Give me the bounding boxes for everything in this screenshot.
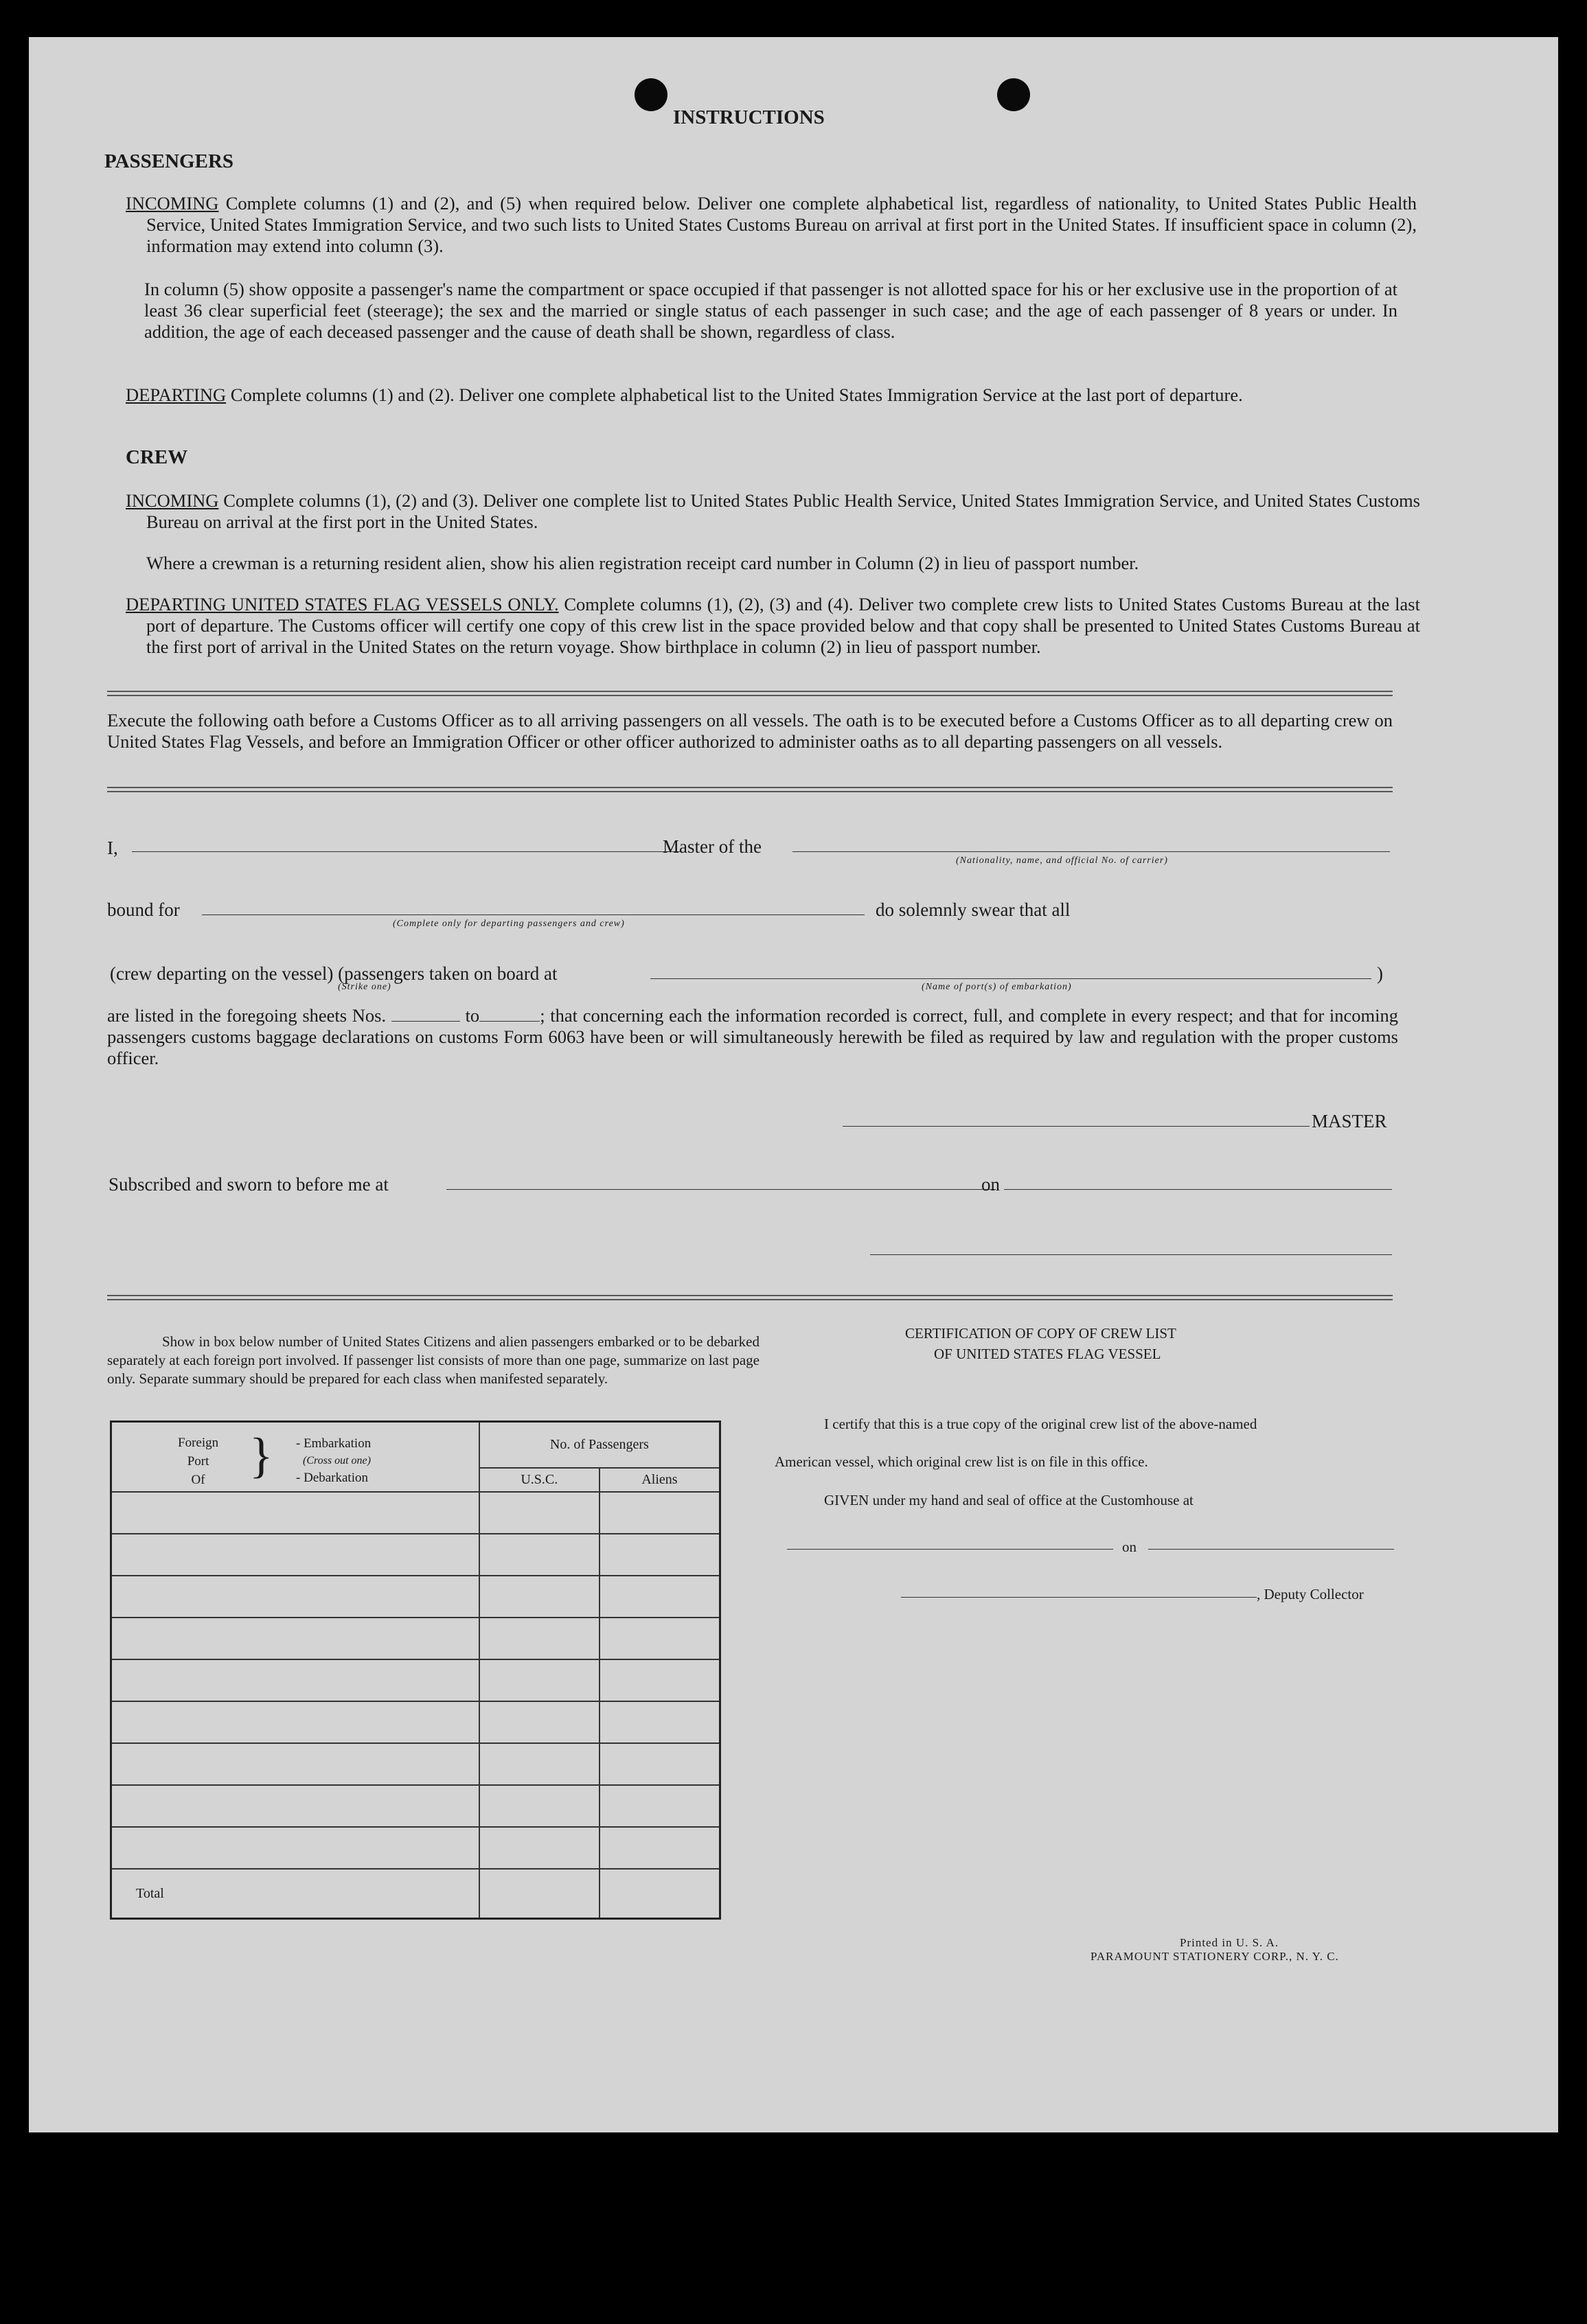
sheet-from-field[interactable] bbox=[391, 1009, 460, 1022]
table-row bbox=[111, 1827, 720, 1869]
crew-resident-paragraph: Where a crewman is a returning resident alien, show his alien registration receipt card number in Column (2) in lieu of passport number. bbox=[146, 553, 1139, 573]
punch-hole-icon bbox=[635, 78, 667, 111]
crew-passengers-text: (crew departing on the vessel) (passengers taken on board at bbox=[110, 963, 558, 984]
divider bbox=[107, 1295, 1393, 1300]
passengers-incoming-text: Complete columns (1) and (2), and (5) when required below. Deliver one complete alphabetical list, regardless of nationality, to United States Public Health Service, United States Immigration Service, and two such lists to United States Customs Bureau on arrival at first port in the United States. If insufficient space in column (2), information may extend into column (3). bbox=[146, 193, 1417, 256]
punch-hole-icon bbox=[997, 78, 1030, 111]
subscribed-label: Subscribed and sworn to before me at bbox=[109, 1174, 389, 1195]
deputy-collector-label: , Deputy Collector bbox=[1257, 1586, 1364, 1602]
bound-for-line[interactable] bbox=[202, 914, 865, 915]
table-row bbox=[111, 1743, 720, 1785]
carrier-line[interactable] bbox=[792, 851, 1390, 852]
sworn-place-line[interactable] bbox=[446, 1189, 996, 1190]
column5-paragraph: In column (5) show opposite a passenger's name the compartment or space occupied if that passenger is not allotted space for his or her exclusive use in the proportion of at least 36 clear superficial feet (steerage); the sex and the married or single status of each passenger in such case; and the age of each passenger of 8 years or under. In addition, the age of each deceased passenger and the cause of death shall be shown, regardless of class. bbox=[144, 279, 1397, 342]
crew-departing-paragraph bbox=[126, 594, 1420, 658]
table-row bbox=[111, 1785, 720, 1827]
table-row bbox=[111, 1492, 720, 1534]
certification-line-1: I certify that this is a true copy of the original crew list of the above-named bbox=[824, 1416, 1257, 1432]
deputy-signature-line[interactable] bbox=[901, 1597, 1257, 1598]
oath-instructions: Execute the following oath before a Customs Officer as to all arriving passengers on all vessels. The oath is to be executed before a Customs Officer as to all departing crew on United States Flag Vessels, and before an Immigration Officer or other officer authorized to administer oaths as to all departing passengers on all vessels. bbox=[107, 710, 1393, 752]
certification-date-line[interactable] bbox=[1148, 1549, 1394, 1550]
passenger-summary-table bbox=[110, 1420, 721, 1920]
oath-body-text: ; that concerning each the information recorded is correct, full, and complete in every respect; and that for incoming passengers customs baggage declarations on customs Form 6063 have been or will simultaneously herewith be filed as required by law and regulation with the proper customs officer. bbox=[107, 1005, 1399, 1068]
to-label: to bbox=[465, 1005, 480, 1026]
total-aliens-cell[interactable] bbox=[600, 1869, 720, 1919]
table-row bbox=[111, 1576, 720, 1618]
divider bbox=[107, 787, 1393, 792]
usc-header: U.S.C. bbox=[479, 1468, 600, 1492]
carrier-caption: (Nationality, name, and official No. of carrier) bbox=[956, 855, 1168, 866]
oath-i-label: I, bbox=[107, 838, 118, 858]
ports-caption: (Name of port(s) of embarkation) bbox=[922, 982, 1072, 992]
oath-body bbox=[107, 1005, 1398, 1069]
sworn-on-label: on bbox=[981, 1174, 1000, 1195]
crew-departing-text: Complete columns (1), (2), (3) and (4). Deliver two complete crew lists to United States Customs Bureau at the last port of departure. The Customs officer will certify one copy of this crew list in the space provided below and that copy shall be presented to United States Customs Bureau at the first port of arrival in the United States on the return voyage. Show birthplace in column (2) in lieu of passport number. bbox=[146, 594, 1420, 657]
table-row bbox=[111, 1534, 720, 1576]
summary-note: Show in box below number of United States Citizens and alien passengers embarked or to be debarked separately at each foreign port involved. If passenger list consists of more than one page, summarize on last page only. Separate summary should be prepared for each class when manifested separately. bbox=[107, 1333, 760, 1387]
table-row bbox=[111, 1701, 720, 1743]
divider bbox=[107, 691, 1393, 696]
master-label: MASTER bbox=[1312, 1111, 1387, 1131]
sheet-to-field[interactable] bbox=[479, 1009, 540, 1022]
swear-text: do solemnly swear that all bbox=[876, 899, 1071, 920]
crew-incoming-paragraph bbox=[126, 490, 1420, 533]
certification-title-2: OF UNITED STATES FLAG VESSEL bbox=[934, 1346, 1161, 1362]
strike-one-caption: (Strike one) bbox=[338, 982, 391, 992]
passengers-incoming-paragraph bbox=[126, 193, 1417, 257]
crew-heading: CREW bbox=[126, 446, 188, 468]
foreign-port-of-label: Foreign Port Of bbox=[178, 1436, 219, 1487]
officer-signature-line[interactable] bbox=[870, 1254, 1392, 1255]
no-passengers-header: No. of Passengers bbox=[479, 1422, 720, 1468]
sworn-date-line[interactable] bbox=[1004, 1189, 1392, 1190]
page-title: INSTRUCTIONS bbox=[673, 106, 825, 128]
passengers-departing-label: DEPARTING bbox=[126, 384, 227, 405]
crew-departing-label: DEPARTING UNITED STATES FLAG VESSELS ONLY. bbox=[126, 594, 559, 614]
listed-prefix: are listed in the foregoing sheets Nos. bbox=[107, 1005, 387, 1026]
certification-on-label: on bbox=[1122, 1539, 1137, 1555]
passengers-departing-paragraph bbox=[126, 384, 1417, 406]
certification-line-2: American vessel, which original crew list is on file in this office. bbox=[775, 1453, 1148, 1470]
passengers-departing-text: Complete columns (1) and (2). Deliver one complete alphabetical list to the United States Immigration Service at the last port of departure. bbox=[226, 384, 1243, 405]
printed-in-usa: Printed in U. S. A. bbox=[1180, 1936, 1279, 1949]
customhouse-line[interactable] bbox=[787, 1549, 1113, 1550]
printer-name: PARAMOUNT STATIONERY CORP., N. Y. C. bbox=[1091, 1950, 1339, 1963]
crew-incoming-label: INCOMING bbox=[126, 490, 219, 511]
bound-for-label: bound for bbox=[107, 899, 180, 920]
document-page bbox=[29, 37, 1558, 2132]
bound-for-caption: (Complete only for departing passengers and crew) bbox=[393, 919, 625, 929]
certification-title-1: CERTIFICATION OF COPY OF CREW LIST bbox=[905, 1325, 1176, 1342]
passengers-incoming-label: INCOMING bbox=[126, 193, 219, 214]
embarkation-ports-line[interactable] bbox=[650, 978, 1371, 979]
embark-debark-labels: - Embarkation (Cross out one) - Debarkation bbox=[296, 1436, 372, 1485]
crew-incoming-text: Complete columns (1), (2) and (3). Deliver one complete list to United States Public Health Service, United States Immigration Service, and United States Customs Bureau on arrival at the first port in the United States. bbox=[146, 490, 1420, 532]
master-signature-line[interactable] bbox=[843, 1126, 1310, 1127]
master-of-the-label: Master of the bbox=[663, 836, 762, 857]
total-row bbox=[111, 1869, 720, 1919]
master-name-line[interactable] bbox=[132, 851, 681, 852]
aliens-header: Aliens bbox=[600, 1468, 720, 1492]
close-paren: ) bbox=[1377, 963, 1383, 984]
table-row bbox=[111, 1618, 720, 1659]
brace-icon: } bbox=[249, 1428, 273, 1483]
total-label: Total bbox=[111, 1869, 479, 1919]
total-usc-cell[interactable] bbox=[479, 1869, 600, 1919]
table-row bbox=[111, 1659, 720, 1701]
certification-line-3: GIVEN under my hand and seal of office at the Customhouse at bbox=[824, 1492, 1194, 1508]
foreign-port-header bbox=[111, 1422, 479, 1493]
passengers-heading: PASSENGERS bbox=[104, 150, 234, 172]
